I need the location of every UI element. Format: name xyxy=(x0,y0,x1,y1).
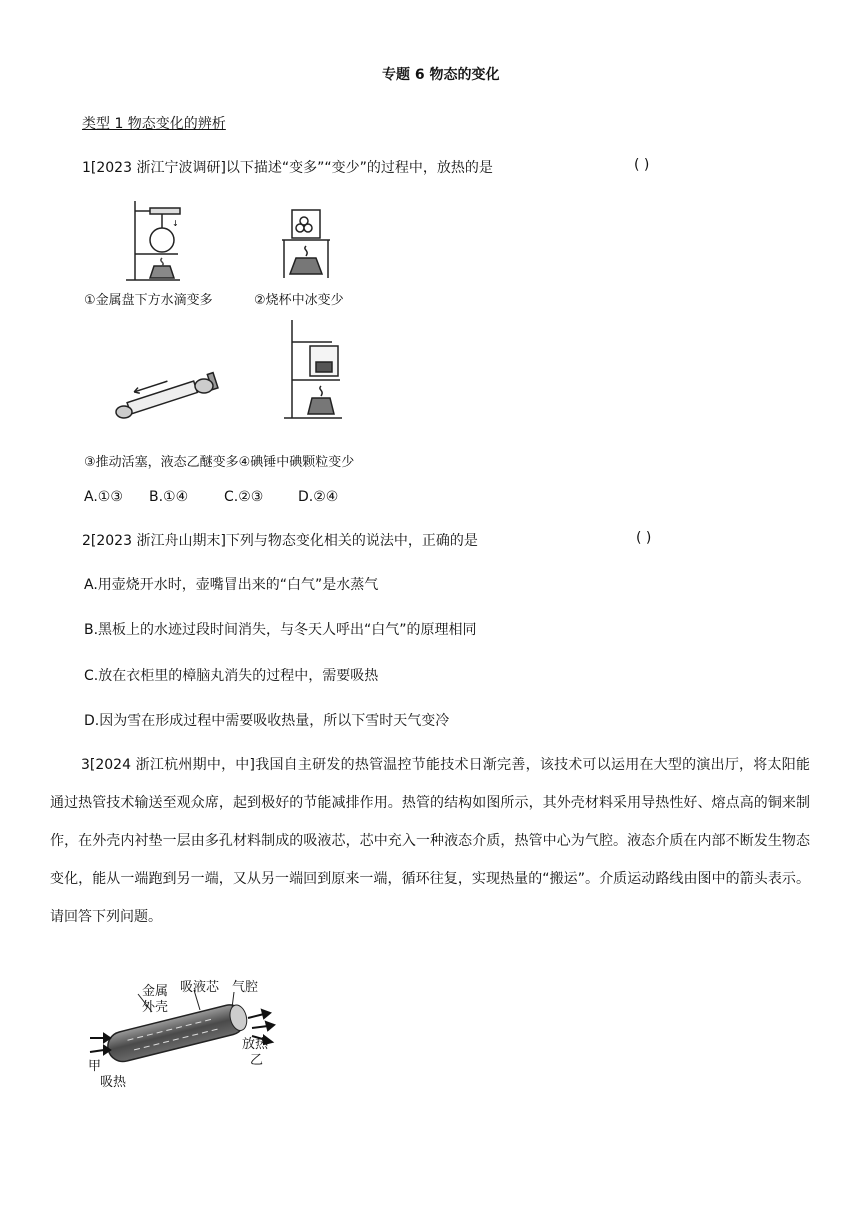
q2-answer-paren: ( ) xyxy=(636,530,652,546)
q1-stem: 1[2023 浙江宁波调研]以下描述“变多”“变少”的过程中，放热的是 xyxy=(82,160,493,176)
label-end-yi: 乙 xyxy=(250,1053,264,1068)
page-title: 专题 6 物态的变化 xyxy=(382,67,500,83)
figure-caption-1: ①金属盘下方水滴变多 xyxy=(84,293,213,308)
q2-option-d: D.因为雪在形成过程中需要吸收热量，所以下雪时天气变冷 xyxy=(84,713,450,729)
q2-option-c: C.放在衣柜里的樟脑丸消失的过程中，需要吸热 xyxy=(84,668,379,684)
q1-answer-paren: ( ) xyxy=(634,157,650,173)
figure-caption-2: ②烧杯中冰变少 xyxy=(254,293,344,308)
label-absorb-heat: 吸热 xyxy=(100,1075,127,1090)
label-shell: 外壳 xyxy=(142,1000,169,1015)
figure-beaker-ice xyxy=(276,206,336,281)
figure-syringe-piston xyxy=(112,368,222,423)
label-metal: 金属 xyxy=(142,984,169,999)
q2-option-a: A.用壶烧开水时，壶嘴冒出来的“白气”是水蒸气 xyxy=(84,577,379,593)
section-heading: 类型 1 物态变化的辨析 xyxy=(82,116,226,132)
q2-stem: 2[2023 浙江舟山期末]下列与物态变化相关的说法中，正确的是 xyxy=(82,533,478,549)
q1-option-a: A.①③ xyxy=(84,489,123,505)
label-vapor-cavity: 气腔 xyxy=(232,980,259,995)
label-end-jia: 甲 xyxy=(88,1059,102,1074)
label-release-heat: 放热 xyxy=(242,1037,269,1052)
q3-paragraph xyxy=(50,746,810,936)
label-wick: 吸液芯 xyxy=(180,980,220,995)
q1-option-d: D.②④ xyxy=(298,489,339,505)
q1-option-b: B.①④ xyxy=(149,489,189,505)
figure-metal-plate-apparatus xyxy=(120,196,200,286)
q3-text: 3[2024 浙江杭州期中，中]我国自主研发的热管温控节能技术日渐完善，该技术可以运用在大型的演出厅，将太阳能通过热管技术输送至观众席，起到极好的节能减排作用。热管的结构如图所示，其外壳材料采用导热性好、熔点高的铜来制作，在外壳内衬垫一层由多孔材料制成的吸液芯，芯中充入一种液态介质，热管中心为气腔。液态介质在内部不断发生物态变化，能从一端跑到另一端，又从另一端回到原来一端，循环往复，实现热量的“搬运”。介质运动路线由图中的箭头表示。请回答下列问题。 xyxy=(50,757,810,925)
q1-option-c: C.②③ xyxy=(224,489,264,505)
figure-caption-3-4: ③推动活塞，液态乙醚变多④碘锤中碘颗粒变少 xyxy=(84,455,355,470)
figure-iodine-hammer xyxy=(282,318,347,423)
q2-option-b: B.黑板上的水迹过段时间消失，与冬天人呼出“白气”的原理相同 xyxy=(84,622,477,638)
svg-text:↓: ↓ xyxy=(172,219,179,228)
